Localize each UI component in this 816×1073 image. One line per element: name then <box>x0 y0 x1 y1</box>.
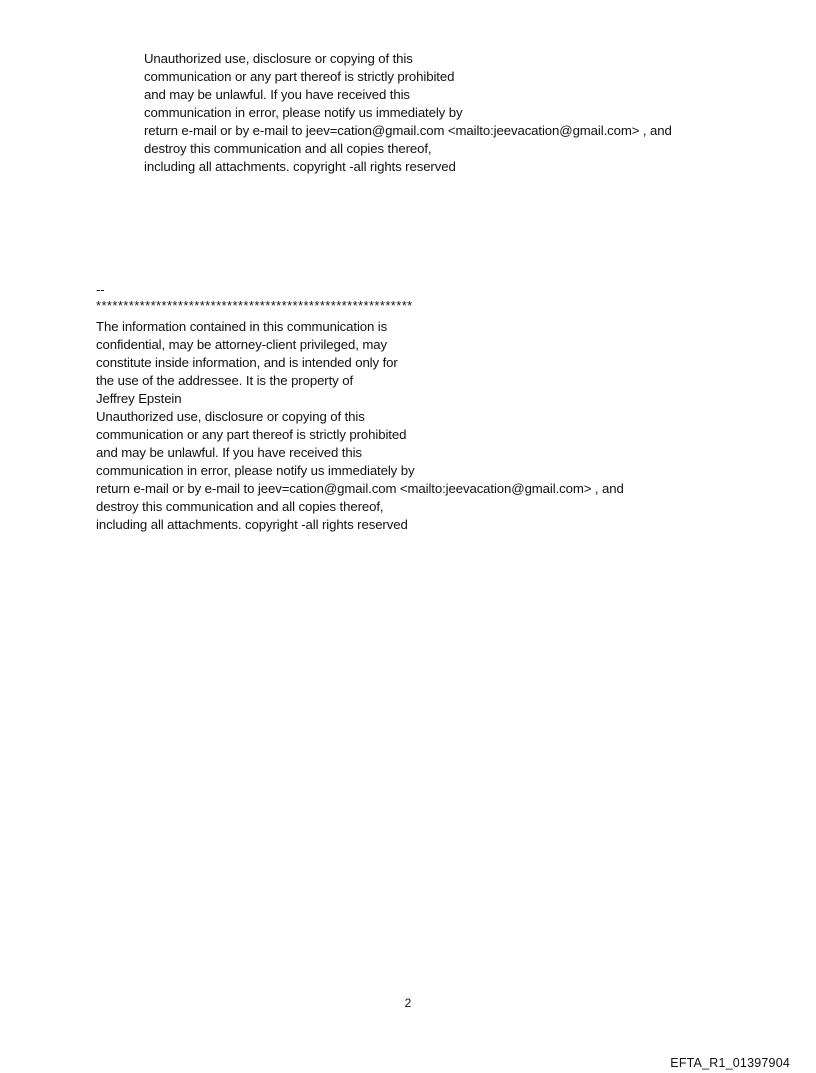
disclaimer-line: constitute inside information, and is intended only for <box>96 355 398 370</box>
disclaimer-line: return e-mail or by e-mail to jeev=cation@gmail.com <mailto:jeevacation@gmail.com> , and <box>96 481 624 496</box>
disclaimer-line: Jeffrey Epstein <box>96 391 182 406</box>
quoted-disclaimer-line: Unauthorized use, disclosure or copying of this <box>144 51 413 66</box>
disclaimer-line: destroy this communication and all copies thereof, <box>96 499 384 514</box>
quoted-disclaimer-line: and may be unlawful. If you have received this <box>144 87 410 102</box>
disclaimer-line: confidential, may be attorney-client privileged, may <box>96 337 387 352</box>
disclaimer-line: The information contained in this communication is <box>96 319 388 334</box>
disclaimer-line: including all attachments. copyright -all rights reserved <box>96 517 408 532</box>
quoted-disclaimer-line: communication in error, please notify us immediately by <box>144 105 463 120</box>
quoted-disclaimer-line: including all attachments. copyright -all rights reserved <box>144 159 456 174</box>
disclaimer-line: communication or any part thereof is strictly prohibited <box>96 427 407 442</box>
asterisk-separator: ********************************************************** <box>96 298 413 313</box>
quoted-disclaimer-line: return e-mail or by e-mail to jeev=cation@gmail.com <mailto:jeevacation@gmail.com> , and <box>144 123 672 138</box>
disclaimer-line: Unauthorized use, disclosure or copying of this <box>96 409 365 424</box>
quoted-disclaimer-line: destroy this communication and all copies thereof, <box>144 141 432 156</box>
signature-dash: -- <box>96 282 105 297</box>
disclaimer-line: the use of the addressee. It is the property of <box>96 373 354 388</box>
document-id: EFTA_R1_01397904 <box>670 1056 790 1070</box>
disclaimer-line: communication in error, please notify us immediately by <box>96 463 415 478</box>
disclaimer-line: and may be unlawful. If you have received this <box>96 445 362 460</box>
page-number: 2 <box>404 996 412 1010</box>
quoted-disclaimer-line: communication or any part thereof is strictly prohibited <box>144 69 455 84</box>
